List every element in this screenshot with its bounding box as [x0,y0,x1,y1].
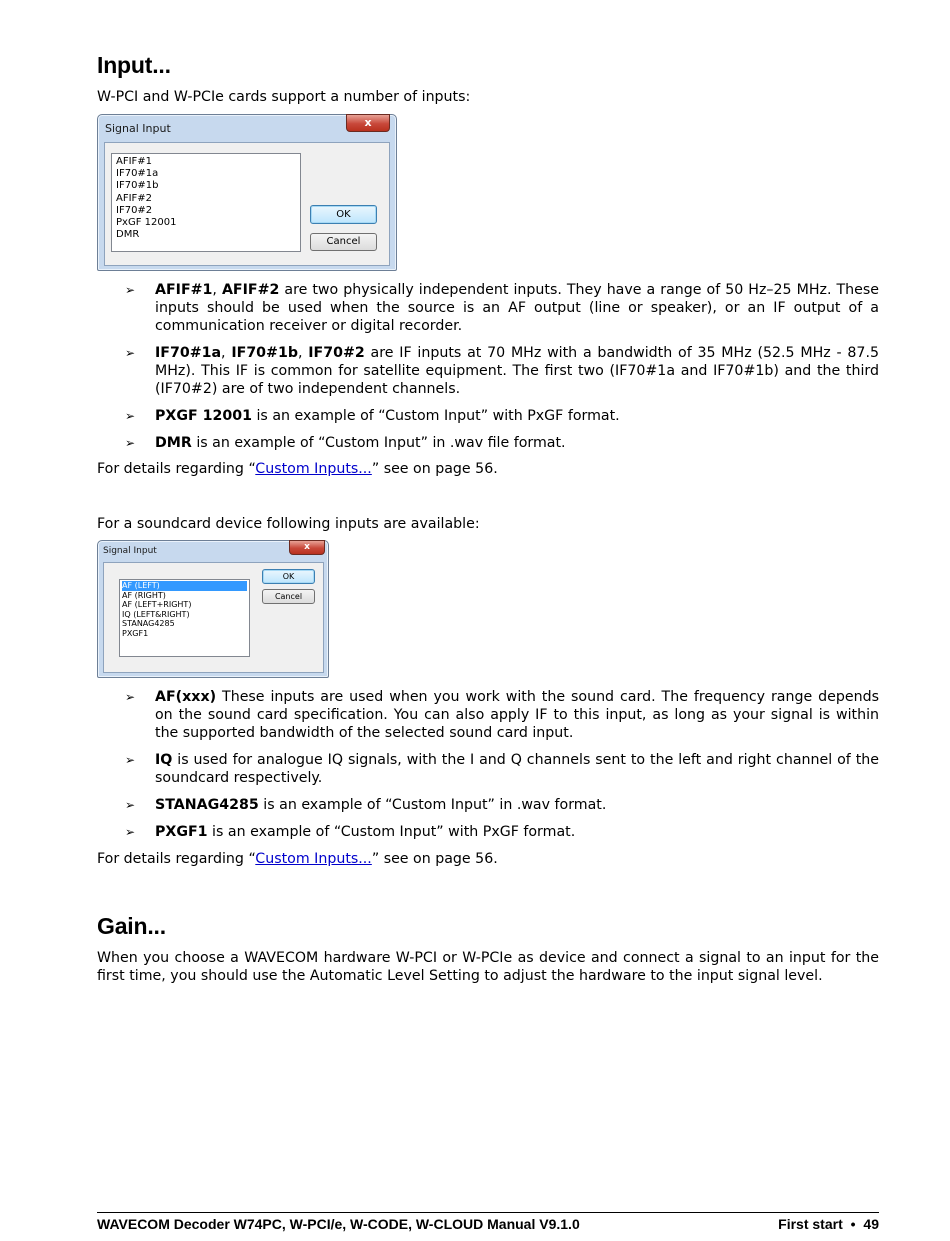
list-item: ➢ IF70#1a, IF70#1b, IF70#2 are IF inputs at 70 MHz with a bandwidth of 35 MHz (52.5 MHz - 87.5 MHz). This IF is common for satellite equipment. The first two (IF70#1a and IF70#1b) and the third (IF70#2) are of two independent channels. [125,345,879,397]
list-item: ➢ DMR is an example of “Custom Input” in .wav file format. [125,435,566,451]
list-item[interactable]: AFIF#2 [116,192,153,204]
ok-button[interactable]: OK [310,205,377,224]
cancel-button[interactable]: Cancel [262,589,315,604]
arrow-bullet-icon: ➢ [125,436,136,450]
arrow-bullet-icon: ➢ [125,753,136,767]
list-item: ➢ IQ is used for analogue IQ signals, with the I and Q channels sent to the left and right channel of the soundcard respectively. [125,752,879,786]
list-item[interactable]: IF70#1b [116,180,159,192]
list-item[interactable]: STANAG4285 [122,619,175,629]
input-details-line: For details regarding “Custom Inputs...” see on page 56. [97,461,498,477]
list-item[interactable]: DMR [116,229,140,241]
soundcard-bullet-list [97,688,879,850]
soundcard-details-line: For details regarding “Custom Inputs...” see on page 56. [97,851,498,867]
list-item[interactable]: IQ (LEFT&RIGHT) [122,609,190,619]
dialog-client-area [104,142,390,266]
signal-input-dialog-2 [97,540,329,678]
dialog-client-area [103,562,324,673]
soundcard-intro: For a soundcard device following inputs are available: [97,516,480,532]
custom-inputs-link[interactable]: Custom Inputs... [255,461,372,477]
custom-inputs-link[interactable]: Custom Inputs... [255,851,372,867]
list-item: ➢ PXGF1 is an example of “Custom Input” with PxGF format. [125,824,576,840]
close-icon[interactable]: x [346,114,390,132]
arrow-bullet-icon: ➢ [125,798,136,812]
input-bullet-list [97,281,879,461]
cancel-button[interactable]: Cancel [310,233,377,251]
dialog-title: Signal Input [103,546,157,556]
list-item[interactable]: AF (RIGHT) [122,590,166,600]
page-number: 49 [863,1216,879,1232]
ok-button[interactable]: OK [262,569,315,584]
input-intro: W-PCI and W-PCIe cards support a number of inputs: [97,89,471,105]
gain-text: When you choose a WAVECOM hardware W-PCI or W-PCIe as device and connect a signal to an input for the first time, you should use the Automatic Level Setting to adjust the hardware to the input signal level. [97,950,879,984]
list-item[interactable]: AF (LEFT+RIGHT) [122,600,192,610]
list-item: ➢ AF(xxx) These inputs are used when you work with the sound card. The frequency range depends on the sound card specification. You can also apply IF to this input, as long as your signal is within the supported bandwidth of the selected sound card input. [125,689,879,741]
arrow-bullet-icon: ➢ [125,690,136,704]
gain-heading: Gain... [97,913,166,939]
arrow-bullet-icon: ➢ [125,409,136,423]
footer-page-info [778,1216,879,1232]
list-item-selected[interactable]: AF (LEFT) [122,581,247,591]
list-item: ➢ STANAG4285 is an example of “Custom Input” in .wav format. [125,797,607,813]
footer-section: First start [778,1216,843,1232]
input-heading: Input... [97,52,171,78]
footer-title: WAVECOM Decoder W74PC, W-PCI/e, W-CODE, W-CLOUD Manual V9.1.0 [97,1216,580,1232]
signal-input-dialog-1 [97,114,397,271]
arrow-bullet-icon: ➢ [125,346,136,360]
list-item[interactable]: AFIF#1 [116,156,153,167]
dialog-title: Signal Input [105,122,171,135]
list-item[interactable]: PXGF1 [122,628,149,638]
arrow-bullet-icon: ➢ [125,283,136,297]
list-item[interactable]: PxGF 12001 [116,217,177,229]
list-item: ➢ AFIF#1, AFIF#2 are two physically independent inputs. They have a range of 50 Hz–25 MHz. These inputs should be used when the source is an AF output (line or speaker), or an IF output of a communication receiver or digital recorder. [125,282,879,334]
arrow-bullet-icon: ➢ [125,825,136,839]
list-item: ➢ PXGF 12001 is an example of “Custom Input” with PxGF format. [125,408,620,424]
close-icon[interactable]: x [289,540,325,555]
list-item[interactable]: IF70#2 [116,204,153,216]
footer-separator: • [850,1216,856,1232]
input-listbox[interactable] [119,579,250,657]
list-item[interactable]: IF70#1a [116,168,159,180]
input-listbox[interactable] [111,153,301,252]
footer-rule [97,1212,879,1213]
